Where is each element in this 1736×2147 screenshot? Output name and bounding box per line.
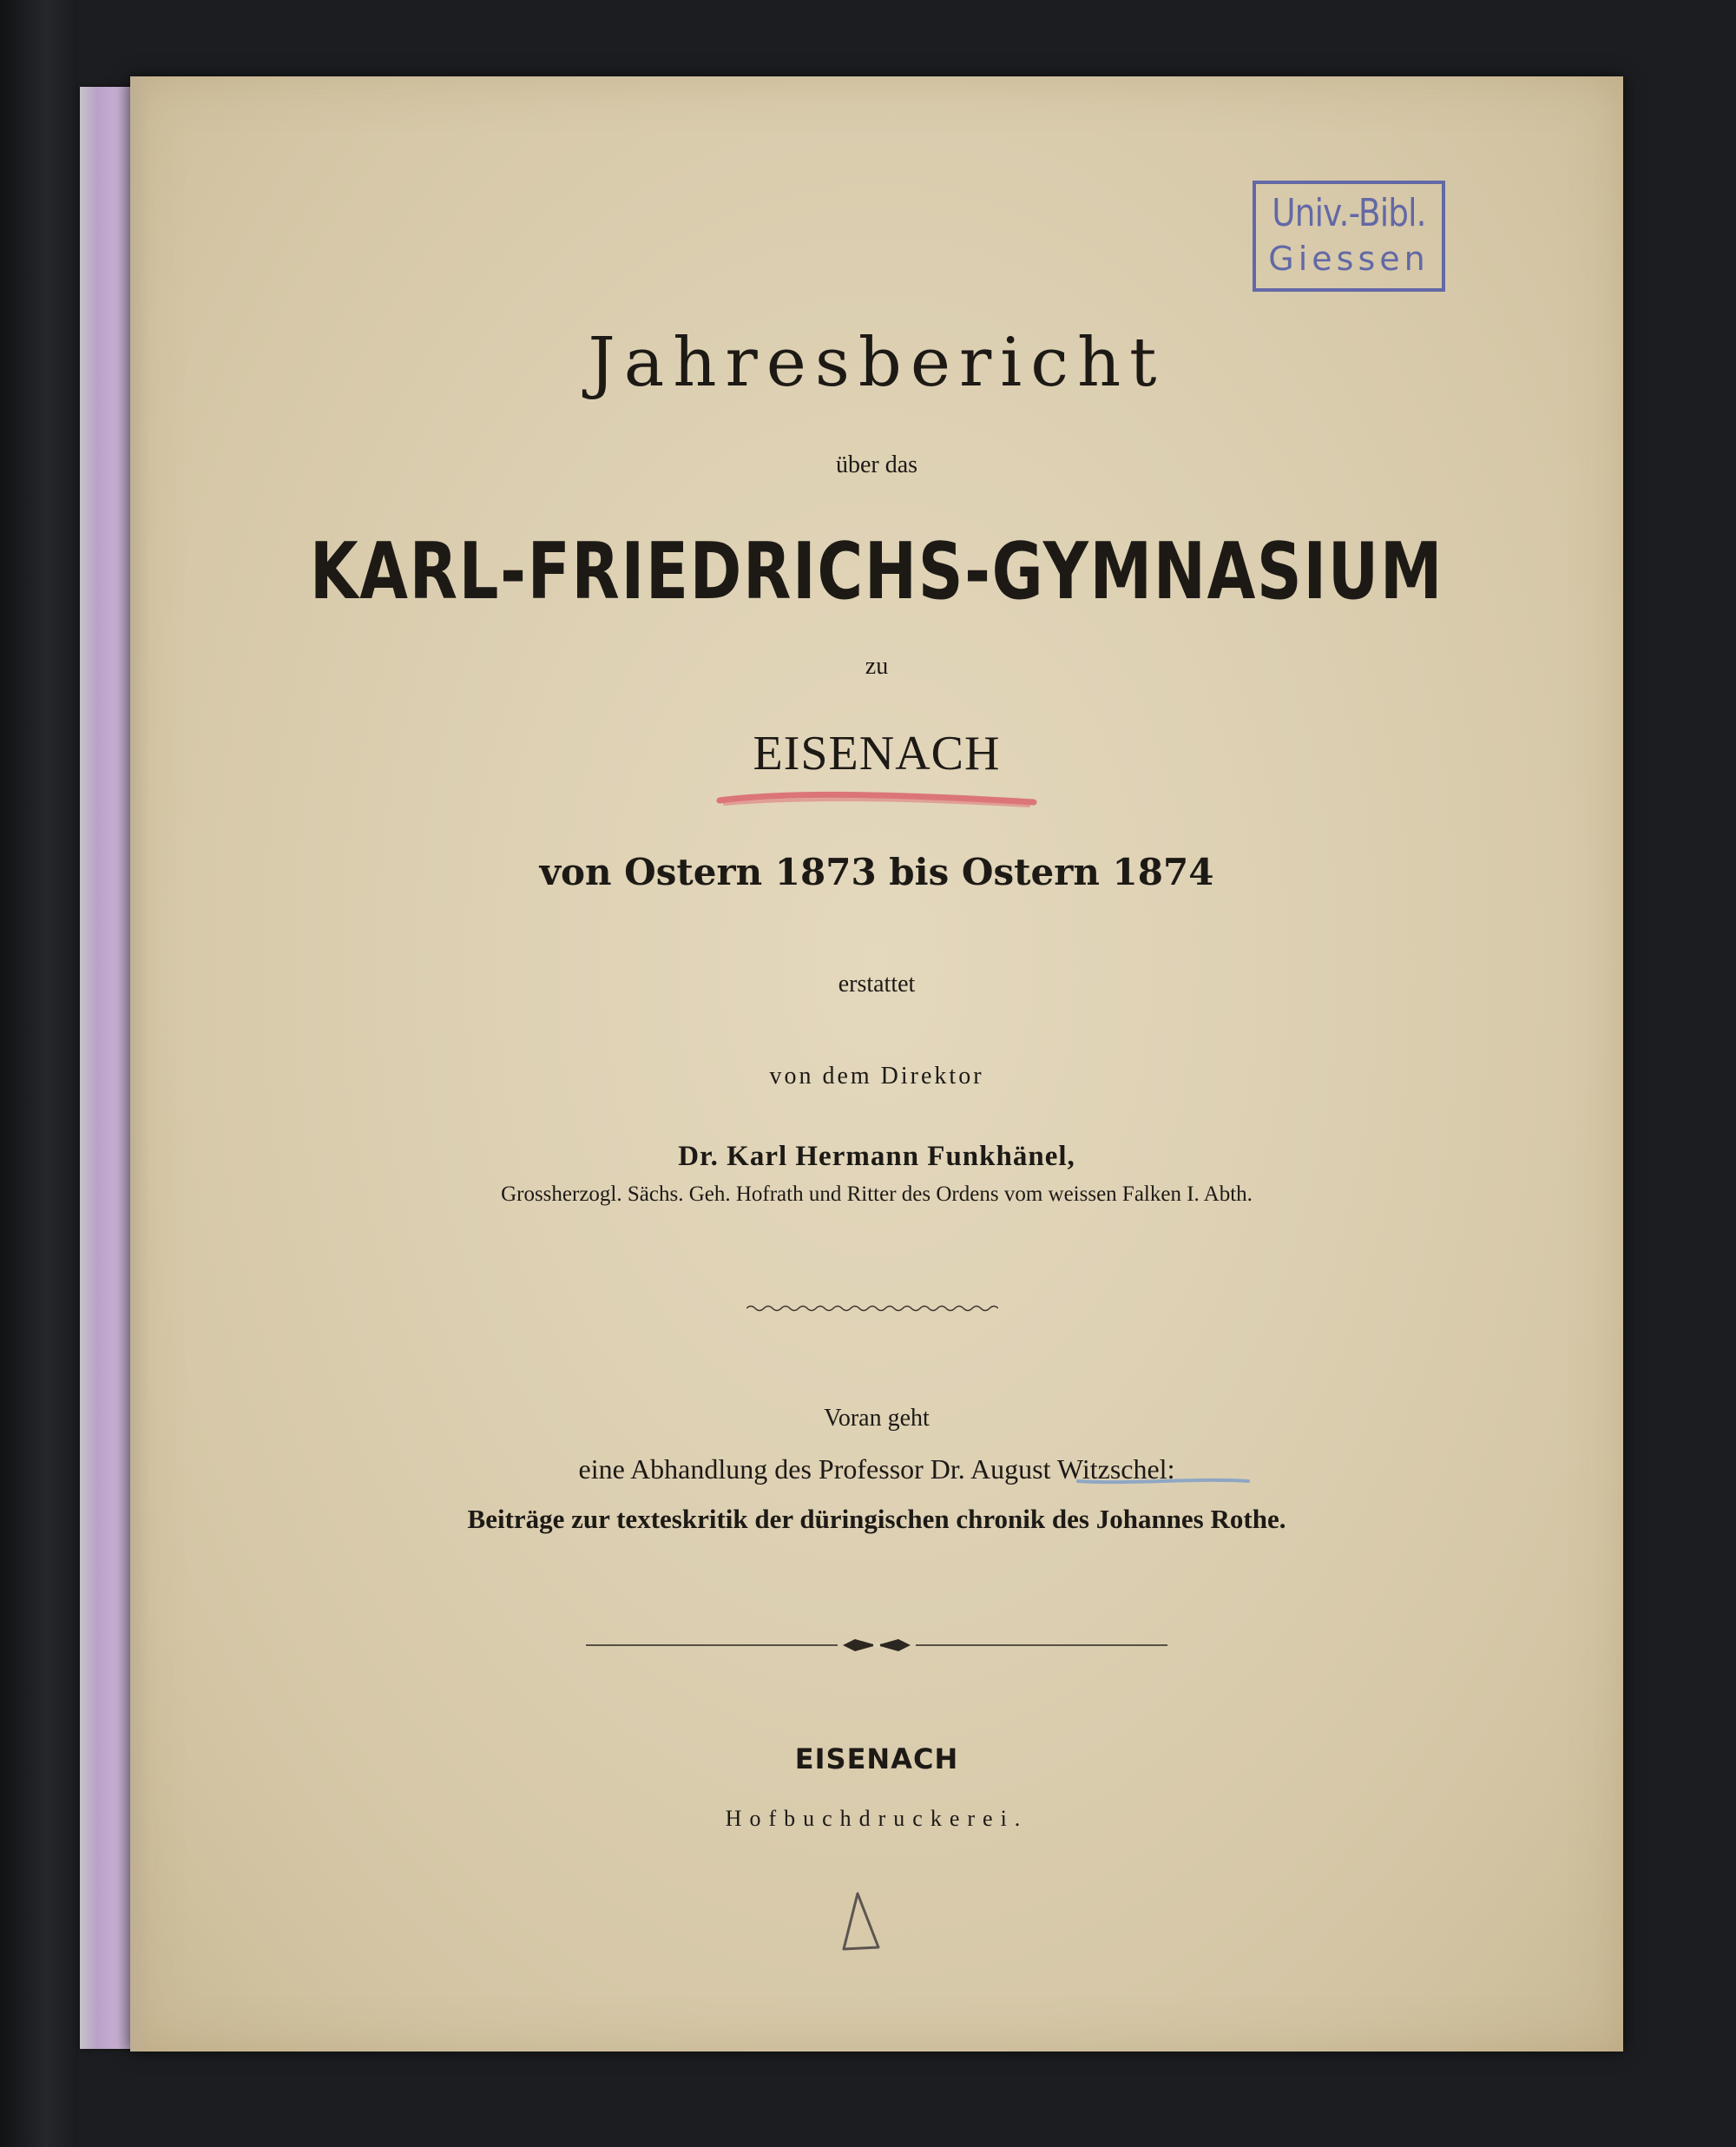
stamp-line-1: Univ.-Bibl. [1272, 191, 1426, 235]
city-name: EISENACH [753, 727, 1001, 780]
erstattet-label: erstattet [838, 971, 916, 998]
report-title: Jahresbericht [588, 324, 1166, 402]
treatise-intro: eine Abhandlung des Professor Dr. August Witzschel: [578, 1453, 1175, 1485]
blue-pencil-underline [1076, 1476, 1250, 1486]
report-period: von Ostern 1873 bis Ostern 1874 [539, 851, 1214, 893]
treatise-title: Beiträge zur texteskritik der düringischen chronik des Johannes Rothe. [467, 1504, 1286, 1534]
director-label: von dem Direktor [769, 1063, 984, 1090]
institution-name: KARL-FRIEDRICHS-GYMNASIUM [309, 526, 1444, 617]
wavy-divider [746, 1302, 998, 1314]
subtitle-ueber-das: über das [835, 451, 918, 478]
scan-backdrop [0, 0, 78, 2147]
pencil-mark [833, 1888, 885, 1958]
preposition-zu: zu [865, 653, 889, 680]
library-stamp [1253, 181, 1445, 292]
ornamental-rule [586, 1632, 1167, 1658]
stamp-line-2: Giessen [1268, 240, 1430, 278]
red-pencil-underline [716, 790, 1037, 809]
publisher-name: Hofbuchdruckerei. [725, 1806, 1029, 1831]
director-title: Grossherzogl. Sächs. Geh. Hofrath und Ritter des Ordens vom weissen Falken I. Abth. [501, 1182, 1253, 1206]
director-name: Dr. Karl Hermann Funkhänel, [678, 1141, 1075, 1172]
publisher-city: EISENACH [794, 1742, 959, 1775]
preface-label: Voran geht [824, 1405, 930, 1432]
